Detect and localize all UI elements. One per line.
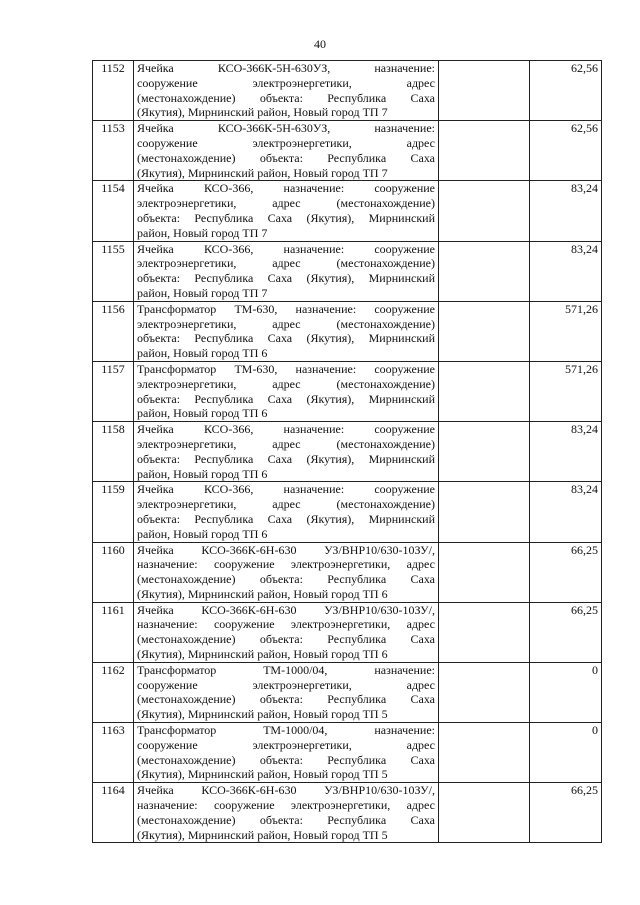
item-value: 83,24 (530, 482, 602, 542)
description-line: электроэнергетики, адрес (местонахождение) (137, 497, 435, 512)
description-line: (местонахождение) объекта: Республика Саха (137, 90, 435, 105)
description-line: сооружение электроэнергетики, адрес (137, 135, 435, 150)
row-number: 1164 (93, 783, 134, 843)
description-line: (Якутия), Мирнинский район, Новый город ТП 7 (137, 105, 388, 120)
page-number: 40 (314, 37, 326, 51)
row-number: 1156 (93, 301, 134, 361)
item-value: 571,26 (530, 361, 602, 421)
item-description (134, 361, 439, 421)
description-line: назначение: сооружение электроэнергетики, адрес (137, 617, 435, 632)
empty-cell (439, 241, 530, 301)
item-description (134, 723, 439, 783)
empty-cell (439, 783, 530, 843)
description-line: район, Новый город ТП 7 (137, 225, 268, 240)
item-description (134, 482, 439, 542)
item-value: 62,56 (530, 121, 602, 181)
item-value: 0 (530, 723, 602, 783)
description-line: район, Новый город ТП 6 (137, 526, 268, 541)
row-number: 1159 (93, 482, 134, 542)
description-line: Трансформатор ТМ-1000/04, назначение: (137, 723, 435, 738)
row-number: 1154 (93, 181, 134, 241)
table-row (93, 61, 602, 121)
description-line: сооружение электроэнергетики, адрес (137, 677, 435, 692)
table-row (93, 602, 602, 662)
item-description (134, 301, 439, 361)
empty-cell (439, 181, 530, 241)
item-description (134, 241, 439, 301)
empty-cell (439, 61, 530, 121)
item-value: 571,26 (530, 301, 602, 361)
item-value: 83,24 (530, 422, 602, 482)
description-line: (Якутия), Мирнинский район, Новый город ТП 5 (137, 767, 388, 782)
item-value: 83,24 (530, 241, 602, 301)
description-line: объекта: Республика Саха (Якутия), Мирнинский (137, 331, 435, 346)
empty-cell (439, 301, 530, 361)
description-line: (Якутия), Мирнинский район, Новый город ТП 6 (137, 647, 388, 662)
item-value: 66,25 (530, 542, 602, 602)
description-line: Трансформатор ТМ-630, назначение: сооружение (137, 361, 435, 376)
description-line: электроэнергетики, адрес (местонахождение) (137, 376, 435, 391)
empty-cell (439, 542, 530, 602)
description-line: сооружение электроэнергетики, адрес (137, 75, 435, 90)
description-line: (Якутия), Мирнинский район, Новый город ТП 5 (137, 707, 388, 722)
description-line: Ячейка КСО-366К-6Н-630 УЗ/ВНР10/630-10ЗУ/, (137, 542, 435, 557)
item-description (134, 181, 439, 241)
row-number: 1155 (93, 241, 134, 301)
empty-cell (439, 121, 530, 181)
description-line: (местонахождение) объекта: Республика Саха (137, 752, 435, 767)
description-line: электроэнергетики, адрес (местонахождение) (137, 256, 435, 271)
description-line: Трансформатор ТМ-630, назначение: сооружение (137, 301, 435, 316)
empty-cell (439, 723, 530, 783)
description-line: район, Новый город ТП 6 (137, 466, 268, 481)
item-value: 66,25 (530, 783, 602, 843)
description-line: объекта: Республика Саха (Якутия), Мирнинский (137, 451, 435, 466)
description-line: назначение: сооружение электроэнергетики, адрес (137, 557, 435, 572)
table-row (93, 241, 602, 301)
registry-table-body (93, 61, 602, 843)
description-line: (местонахождение) объекта: Республика Саха (137, 692, 435, 707)
description-line: (Якутия), Мирнинский район, Новый город ТП 7 (137, 165, 388, 180)
table-row (93, 662, 602, 722)
description-line: (Якутия), Мирнинский район, Новый город ТП 6 (137, 586, 388, 601)
table-row (93, 121, 602, 181)
row-number: 1157 (93, 361, 134, 421)
row-number: 1160 (93, 542, 134, 602)
empty-cell (439, 361, 530, 421)
table-row (93, 422, 602, 482)
description-line: район, Новый город ТП 6 (137, 406, 268, 421)
description-line: электроэнергетики, адрес (местонахождение) (137, 196, 435, 211)
table-row (93, 723, 602, 783)
row-number: 1152 (93, 61, 134, 121)
table-row (93, 181, 602, 241)
description-line: (Якутия), Мирнинский район, Новый город ТП 5 (137, 827, 388, 842)
item-value: 66,25 (530, 602, 602, 662)
row-number: 1161 (93, 602, 134, 662)
description-line: Ячейка КСО-366К-5Н-630УЗ, назначение: (137, 121, 435, 136)
description-line: Трансформатор ТМ-1000/04, назначение: (137, 662, 435, 677)
row-number: 1153 (93, 121, 134, 181)
description-line: объекта: Республика Саха (Якутия), Мирнинский (137, 391, 435, 406)
registry-table (92, 60, 602, 843)
item-description (134, 542, 439, 602)
item-description (134, 61, 439, 121)
description-line: Ячейка КСО-366, назначение: сооружение (137, 482, 435, 497)
table-row (93, 482, 602, 542)
description-line: Ячейка КСО-366, назначение: сооружение (137, 181, 435, 196)
row-number: 1163 (93, 723, 134, 783)
empty-cell (439, 482, 530, 542)
description-line: (местонахождение) объекта: Республика Саха (137, 572, 435, 587)
description-line: (местонахождение) объекта: Республика Саха (137, 812, 435, 827)
description-line: электроэнергетики, адрес (местонахождение) (137, 316, 435, 331)
item-description (134, 783, 439, 843)
item-description (134, 121, 439, 181)
table-row (93, 542, 602, 602)
description-line: сооружение электроэнергетики, адрес (137, 737, 435, 752)
description-line: район, Новый город ТП 7 (137, 285, 268, 300)
table-row (93, 361, 602, 421)
description-line: объекта: Республика Саха (Якутия), Мирнинский (137, 271, 435, 286)
description-line: Ячейка КСО-366К-5Н-630УЗ, назначение: (137, 61, 435, 75)
description-line: объекта: Республика Саха (Якутия), Мирнинский (137, 210, 435, 225)
empty-cell (439, 662, 530, 722)
item-value: 83,24 (530, 181, 602, 241)
description-line: назначение: сооружение электроэнергетики, адрес (137, 798, 435, 813)
description-line: Ячейка КСО-366, назначение: сооружение (137, 422, 435, 437)
description-line: (местонахождение) объекта: Республика Саха (137, 632, 435, 647)
description-line: район, Новый город ТП 6 (137, 346, 268, 361)
empty-cell (439, 422, 530, 482)
description-line: объекта: Республика Саха (Якутия), Мирнинский (137, 511, 435, 526)
item-value: 0 (530, 662, 602, 722)
row-number: 1158 (93, 422, 134, 482)
table-row (93, 783, 602, 843)
item-description (134, 422, 439, 482)
row-number: 1162 (93, 662, 134, 722)
item-description (134, 602, 439, 662)
description-line: Ячейка КСО-366, назначение: сооружение (137, 241, 435, 256)
description-line: Ячейка КСО-366К-6Н-630 УЗ/ВНР10/630-10ЗУ/, (137, 602, 435, 617)
item-value: 62,56 (530, 61, 602, 121)
description-line: Ячейка КСО-366К-6Н-630 УЗ/ВНР10/630-10ЗУ/, (137, 783, 435, 798)
table-row (93, 301, 602, 361)
item-description (134, 662, 439, 722)
empty-cell (439, 602, 530, 662)
description-line: (местонахождение) объекта: Республика Саха (137, 150, 435, 165)
description-line: электроэнергетики, адрес (местонахождение) (137, 436, 435, 451)
